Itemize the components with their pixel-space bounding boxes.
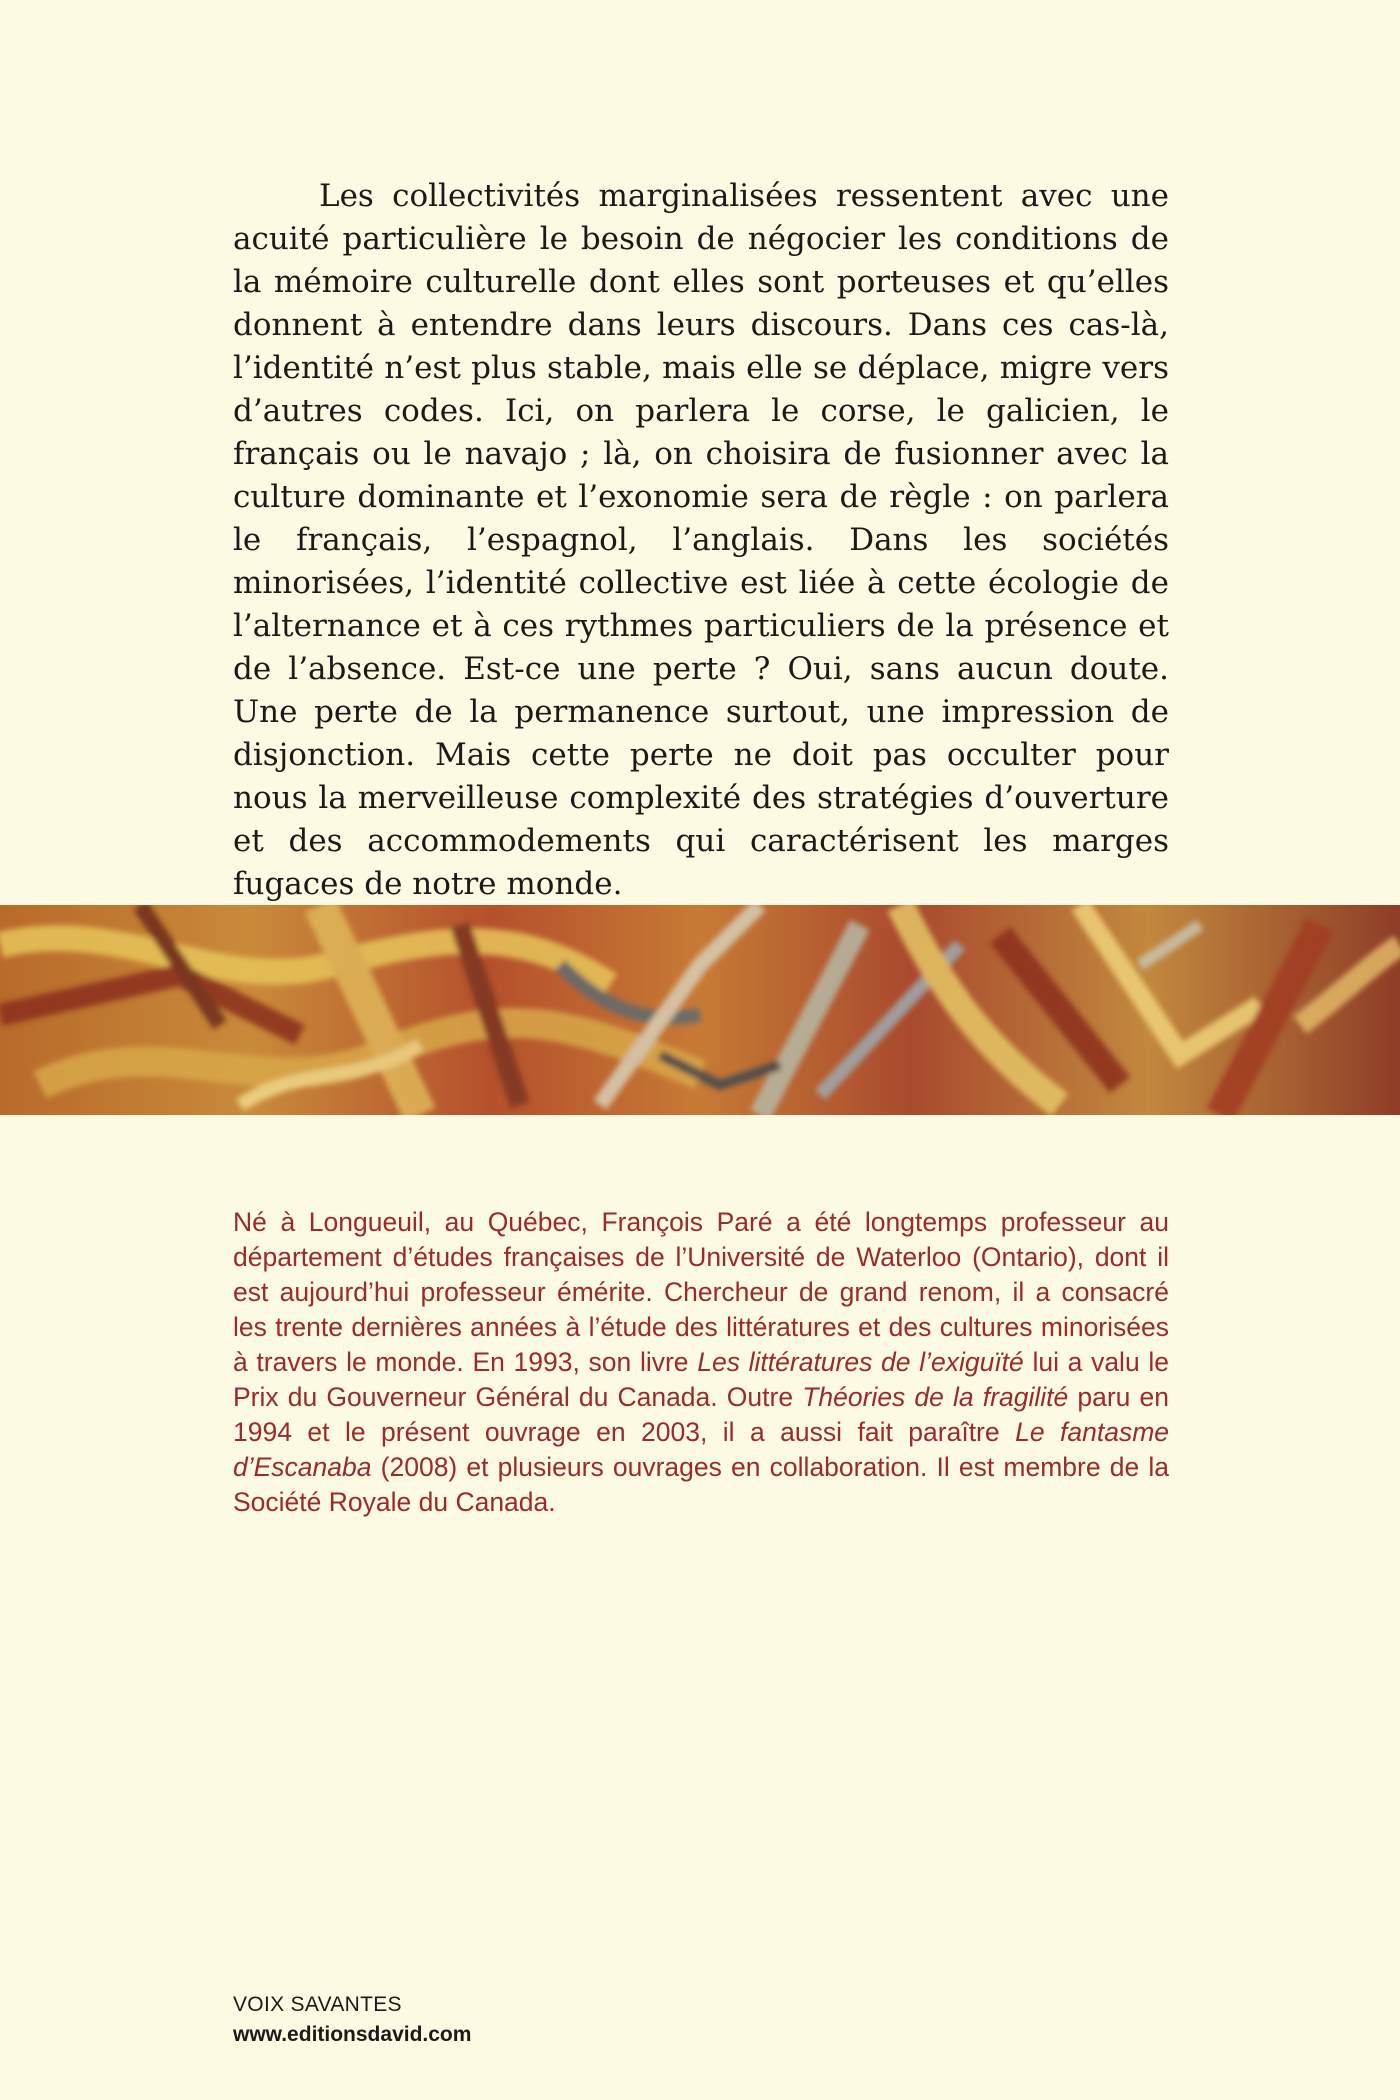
book-title-litteratures-exiguite: Les littératures de l’exiguïté [697, 1347, 1024, 1377]
author-bio [233, 1205, 1169, 1520]
bio-text-2: lui a valu le Prix du Gouverneur Général du Canada. Outre [233, 1347, 1169, 1412]
publisher-website: www.editionsdavid.com [233, 2023, 472, 2046]
bio-text-4: (2008) et plusieurs ouvrages en collaboration. Il est membre de la Société Royale du Canada. [233, 1452, 1169, 1517]
cover-blurb: Les collectivités marginalisées ressentent avec une acuité particulière le besoin de négocier les conditions de la mémoire culturelle dont elles sont porteuses et qu’elles donnent à entendre dans leurs discours. Dans ces cas-là, l’identité n’est plus stable, mais elle se déplace, migre vers d’autres codes. Ici, on parlera le corse, le galicien, le français ou le navajo ; là, on choisira de fusionner avec la culture dominante et l’exonomie sera de règle : on parlera le français, l’espagnol, l’anglais. Dans les sociétés minorisées, l’identité collective est liée à cette écologie de l’alternance et à ces rythmes particuliers de la présence et de l’absence. Est-ce une perte ? Oui, sans aucun doute. Une perte de la permanence surtout, une impression de disjonction. Mais cette perte ne doit pas occulter pour nous la merveilleuse complexité des stratégies d’ouverture et des accommodements qui caractérisent les marges fugaces de notre monde. [233, 178, 1169, 902]
publisher-footer [233, 1990, 471, 2050]
book-title-fantasme-escanaba: Le fantasme d’Escanaba [233, 1417, 1170, 1482]
book-title-theories-fragilite: Théories de la fragilité [802, 1382, 1069, 1412]
bio-text-3: paru en 1994 et le présent ouvrage en 2003, il a aussi fait paraître [233, 1382, 1170, 1447]
bio-text-1: Né à Longueuil, au Québec, François Paré a été longtemps professeur au département d’études françaises de l’Université de Waterloo (Ontario), dont il est aujourd’hui professeur émérite. Chercheur de grand renom, il a consacré les trente dernières années à l’étude des littératures et des cultures minorisées à travers le monde. En 1993, son livre [233, 1207, 1169, 1377]
series-name: VOIX SAVANTES [233, 1993, 402, 2016]
abstract-painting-band [0, 905, 1400, 1115]
